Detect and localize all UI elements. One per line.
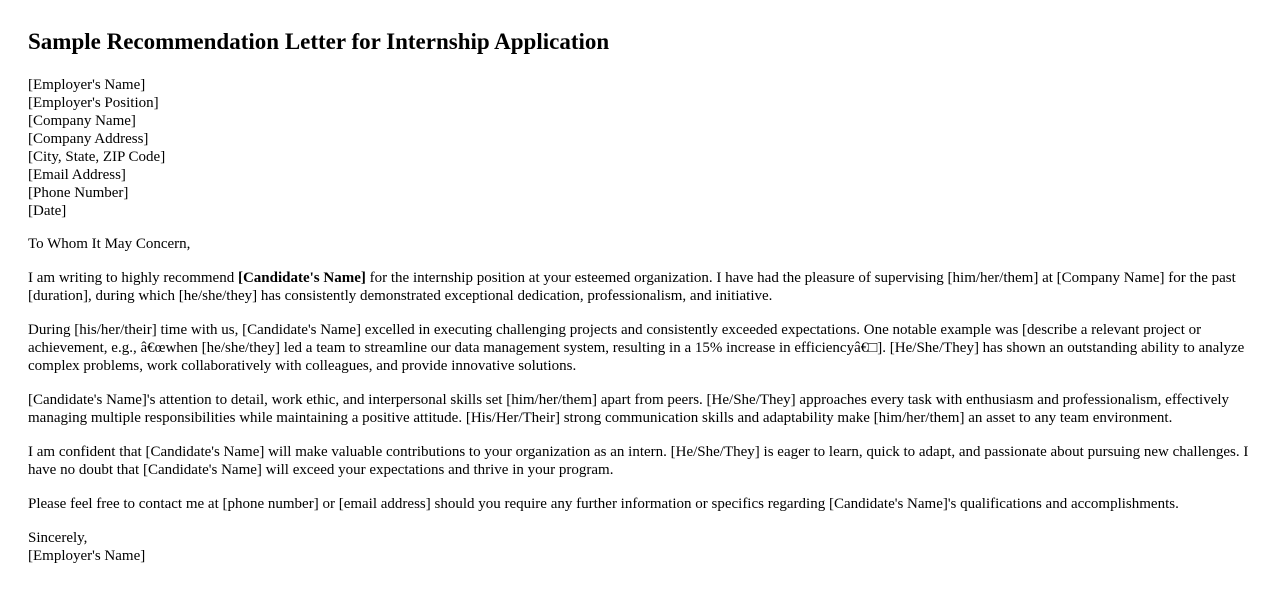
address-line-email: [Email Address]: [28, 167, 126, 183]
paragraph-contact: Please feel free to contact me at [phone number] or [email address] should you require any further information or specifics regarding [Candidate's Name]'s qualifications and accomplishments.: [28, 496, 1179, 512]
paragraph-qualities: [Candidate's Name]'s attention to detail, work ethic, and interpersonal skills set [him/her/them] apart from peers. [He/She/They] approaches every task with enthusiasm and professionalism, effectively managing multiple responsibilities while maintaining a positive attitude. [His/Her/Their] strong communication skills and adaptability make [him/her/them] an asset to any team environment.: [28, 392, 1230, 426]
candidate-name-bold: [Candidate's Name]: [237, 270, 366, 286]
paragraph-introduction-lead: I am writing to highly recommend: [28, 270, 238, 286]
address-line-phone: [Phone Number]: [28, 185, 129, 201]
paragraph-introduction: [28, 269, 1250, 305]
address-line-city-state-zip: [City, State, ZIP Code]: [28, 149, 166, 165]
address-line-company-name: [Company Name]: [28, 113, 136, 129]
employer-address-block: [28, 76, 1250, 220]
paragraph-introduction-rest: for the internship position at your esteemed organization. I have had the pleasure of supervising [him/her/them] at [Company Name] for the past [duration], during which [he/she/they] has consistently demonstrated exceptional dedication, professionalism, and initiative.: [28, 270, 1236, 304]
paragraph-confidence: I am confident that [Candidate's Name] will make valuable contributions to your organization as an intern. [He/She/They] is eager to learn, quick to adapt, and passionate about pursuing new challenges. I have no doubt that [Candidate's Name] will exceed your expectations and thrive in your program.: [28, 444, 1249, 478]
address-line-date: [Date]: [28, 203, 67, 219]
signoff-block: [28, 529, 1250, 565]
address-line-employer-name: [Employer's Name]: [28, 77, 146, 93]
address-line-employer-position: [Employer's Position]: [28, 95, 159, 111]
signature: [Employer's Name]: [28, 548, 146, 564]
paragraph-achievements: During [his/her/their] time with us, [Candidate's Name] excelled in executing challenging projects and consistently exceeded expectations. One notable example was [describe a relevant project or achievement, e.g., â€œwhen [he/she/they] led a team to streamline our data management system, resulting in a 15% increase in efficiencyâ€□]. [He/She/They] has shown an outstanding ability to analyze complex problems, work collaboratively with colleagues, and provide innovative solutions.: [28, 322, 1245, 374]
page-title: Sample Recommendation Letter for Internship Application: [28, 29, 610, 54]
signoff: Sincerely,: [28, 530, 88, 546]
greeting: To Whom It May Concern,: [28, 236, 191, 252]
address-line-company-address: [Company Address]: [28, 131, 149, 147]
